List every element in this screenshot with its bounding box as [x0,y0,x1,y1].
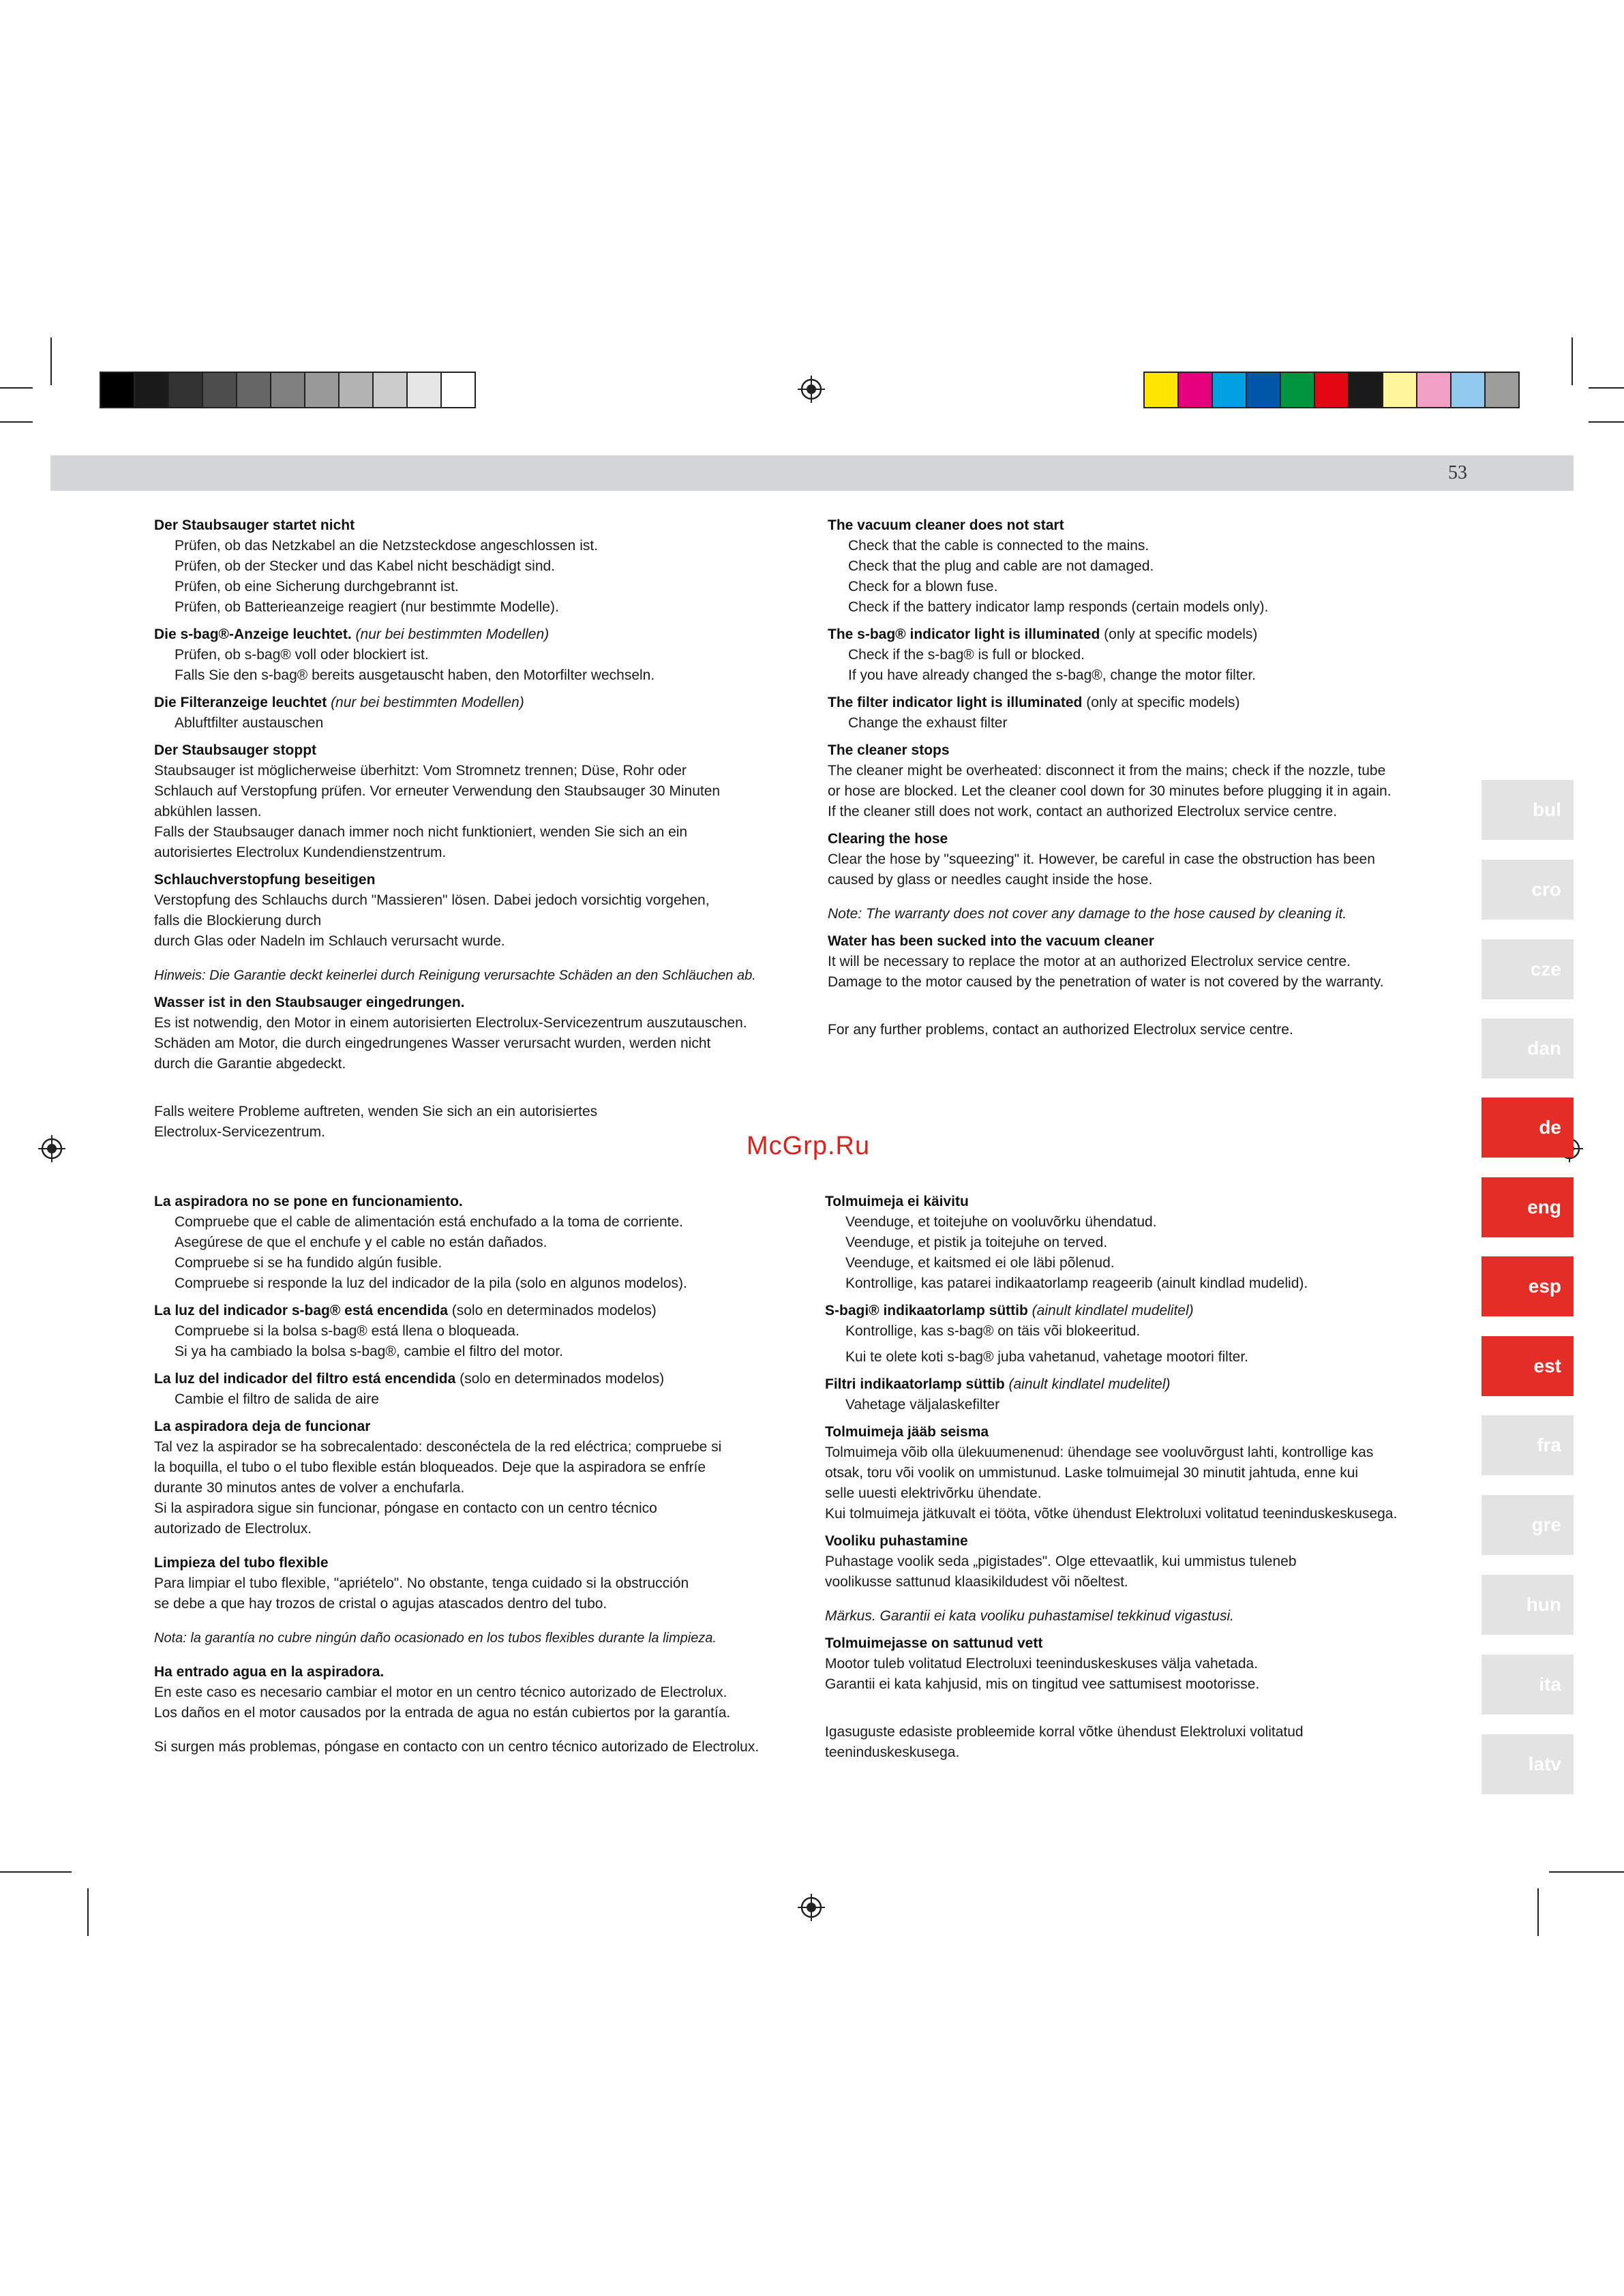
text-line: la boquilla, el tubo o el tubo flexible están bloqueados. Deje que la aspiradora se enfríe [154,1460,706,1475]
text-line: Staubsauger ist möglicherweise überhitzt: Vom Stromnetz trennen; Düse, Rohr oder [154,763,687,779]
text-line: abkühlen lassen. [154,804,262,819]
text-line: It will be necessary to replace the motor at an authorized Electrolux service centre. [828,954,1351,969]
model-note: (solo en determinados modelos) [455,1371,665,1387]
text-line: Igasuguste edasiste probleemide korral võtke ühendust Elektroluxi volitatud [825,1724,1304,1740]
text-line: Kui te olete koti s-bag® juba vahetanud, vahetage mootori filter. [845,1349,1249,1365]
color-calibration-strip [1143,372,1520,408]
heading: The s-bag® indicator light is illuminated [828,626,1100,642]
text-line: Si ya ha cambiado la bolsa s-bag®, cambie el filtro del motor. [175,1344,563,1359]
heading: Der Staubsauger stoppt [154,742,317,758]
text-line: Los daños en el motor causados por la entrada de agua no están cubiertos por la garantía. [154,1705,731,1721]
text-line: Si la aspiradora sigue sin funcionar, póngase en contacto con un centro técnico [154,1500,657,1516]
text-line: If the cleaner still does not work, contact an authorized Electrolux service centre. [828,804,1338,819]
text-line: Compruebe si se ha fundido algún fusible. [175,1255,442,1271]
heading: Filtri indikaatorlamp süttib [825,1376,1005,1392]
heading: Tolmuimeja ei käivitu [825,1194,969,1209]
crop-mark [0,421,33,423]
text-line: Tal vez la aspirador se ha sobrecalentado: desconéctela de la red eléctrica; compruebe si [154,1439,722,1455]
text-line: Mootor tuleb volitatud Electroluxi teeninduskeskuses välja vahetada. [825,1656,1259,1672]
model-note: (ainult kindlatel mudelitel) [1027,1303,1194,1318]
tab-esp[interactable]: esp [1482,1256,1574,1316]
text-line: otsak, toru või voolik on ummistunud. Laske tolmuimejal 30 minutit jahtuda, enne kui [825,1465,1359,1481]
model-note: (solo en determinados modelos) [447,1303,657,1318]
calibration-swatch [340,373,374,407]
heading: The cleaner stops [828,742,950,758]
calibration-swatch [1417,373,1452,407]
calibration-swatch [237,373,271,407]
crop-mark [1537,1888,1539,1936]
text-line: Prüfen, ob der Stecker und das Kabel nicht beschädigt sind. [175,558,556,574]
text-line: Kontrollige, kas s-bag® on täis või blokeeritud. [845,1323,1141,1339]
text-line: Cambie el filtro de salida de aire [175,1391,379,1407]
text-line: Para limpiar el tubo flexible, "apriételo". No obstante, tenga cuidado si la obstrucción [154,1575,689,1591]
crop-mark [0,387,33,389]
text-line: En este caso es necesario cambiar el motor en un centro técnico autorizado de Electrolux. [154,1685,727,1700]
calibration-swatch [1315,373,1349,407]
text-line: Check for a blown fuse. [848,579,998,594]
heading: The vacuum cleaner does not start [828,517,1064,533]
text-line: Falls weitere Probleme auftreten, wenden Sie sich an ein autorisiertes [154,1104,598,1119]
calibration-swatch [1179,373,1213,407]
text-line: Prüfen, ob das Netzkabel an die Netzsteckdose angeschlossen ist. [175,538,599,554]
crop-mark [1589,387,1624,389]
text-line: Check that the cable is connected to the mains. [848,538,1149,554]
text-line: Clear the hose by "squeezing" it. However, be careful in case the obstruction has been [828,851,1375,867]
text-line: Garantii ei kata kahjusid, mis on tingitud vee sattumisest mootorisse. [825,1676,1260,1692]
text-line: caused by glass or needles caught inside the hose. [828,872,1153,888]
heading: La luz del indicador del filtro está encendida [154,1371,456,1387]
calibration-swatch [408,373,442,407]
calibration-swatch [271,373,305,407]
tab-dan[interactable]: dan [1482,1018,1574,1078]
text-line: durch Glas oder Nadeln im Schlauch verursacht wurde. [154,933,505,949]
tab-hun[interactable]: hun [1482,1575,1574,1635]
heading: Schlauchverstopfung beseitigen [154,872,376,888]
heading: La luz del indicador s-bag® está encendida [154,1303,448,1318]
text-line: Kontrollige, kas patarei indikaatorlamp reageerib (ainult kindlad mudelid). [845,1275,1308,1291]
calibration-swatch [305,373,340,407]
section-es [154,1192,795,1764]
text-line: If you have already changed the s-bag®, change the motor filter. [848,667,1257,683]
text-line: Falls der Staubsauger danach immer noch nicht funktioniert, wenden Sie sich an ein [154,824,688,840]
warranty-note: Nota: la garantía no cubre ningún daño ocasionado en los tubos flexibles durante la limpieza. [154,1631,717,1646]
model-note: (nur bei bestimmten Modellen) [327,695,524,710]
model-note: (only at specific models) [1082,695,1240,710]
grayscale-calibration-strip [100,372,476,408]
warranty-note: Hinweis: Die Garantie deckt keinerlei durch Reinigung verursachte Schäden an den Schläuchen ab. [154,968,756,983]
section-de [154,515,795,1149]
tab-ita[interactable]: ita [1482,1655,1574,1715]
heading: Tolmuimeja jääb seisma [825,1424,989,1440]
section-en [828,515,1469,1047]
text-line: durch die Garantie abgedeckt. [154,1056,346,1072]
text-line: Compruebe si la bolsa s-bag® está llena o bloqueada. [175,1323,520,1339]
registration-mark-icon [38,1135,65,1162]
calibration-swatch [203,373,237,407]
calibration-swatch [1452,373,1486,407]
text-line: For any further problems, contact an authorized Electrolux service centre. [828,1022,1293,1038]
text-line: Damage to the motor caused by the penetration of water is not covered by the warranty. [828,974,1384,990]
text-line: falls die Blockierung durch [154,913,322,928]
tab-latv[interactable]: latv [1482,1734,1574,1794]
text-line: Veenduge, et pistik ja toitejuhe on terved. [845,1235,1108,1250]
crop-mark [0,1871,72,1873]
text-line: Schäden am Motor, die durch eingedrungenes Wasser verursacht wurden, werden nicht [154,1036,711,1051]
crop-mark [50,337,52,385]
crop-mark [1572,337,1573,385]
calibration-swatch [374,373,408,407]
text-line: Es ist notwendig, den Motor in einem autorisierten Electrolux-Servicezentrum auszutauschen. [154,1015,747,1031]
heading: La aspiradora deja de funcionar [154,1419,371,1434]
text-line: autorisiertes Electrolux Kundendienstzentrum. [154,845,447,860]
header-bar [50,455,1574,491]
page-number: 53 [1448,462,1467,483]
calibration-swatch [1486,373,1518,407]
text-line: Compruebe que el cable de alimentación está enchufado a la toma de corriente. [175,1214,683,1230]
text-line: Veenduge, et toitejuhe on vooluvõrku ühendatud. [845,1214,1157,1230]
calibration-swatch [1247,373,1281,407]
text-line: Si surgen más problemas, póngase en contacto con un centro técnico autorizado de Electrolux. [154,1739,760,1755]
text-line: teeninduskeskusega. [825,1744,960,1760]
calibration-swatch [1383,373,1417,407]
crop-mark [1549,1871,1624,1873]
text-line: Abluftfilter austauschen [175,715,324,731]
calibration-swatch [135,373,169,407]
tab-eng[interactable]: eng [1482,1177,1574,1237]
text-line: Change the exhaust filter [848,715,1008,731]
text-line: durante 30 minutos antes de volver a enchufarla. [154,1480,465,1496]
text-line: Asegúrese de que el enchufe y el cable no están dañados. [175,1235,547,1250]
text-line: Check that the plug and cable are not damaged. [848,558,1154,574]
heading: The filter indicator light is illuminated [828,695,1083,710]
tab-est[interactable]: est [1482,1336,1574,1396]
heading: Clearing the hose [828,831,948,847]
warranty-note: Note: The warranty does not cover any damage to the hose caused by cleaning it. [828,906,1347,922]
crop-mark [1589,421,1624,423]
section-et [825,1192,1473,1770]
calibration-swatch [169,373,203,407]
heading: Water has been sucked into the vacuum cleaner [828,933,1154,949]
model-note: (nur bei bestimmten Modellen) [351,626,550,642]
heading: Vooliku puhastamine [825,1533,968,1549]
calibration-swatch [442,373,475,407]
calibration-swatch [1349,373,1383,407]
heading: Ha entrado agua en la aspiradora. [154,1664,385,1680]
warranty-note: Märkus. Garantii ei kata vooliku puhastamisel tekkinud vigastusi. [825,1608,1234,1624]
tab-cze[interactable]: cze [1482,939,1574,999]
crop-mark [87,1888,89,1936]
text-line: Check if the s-bag® is full or blocked. [848,647,1085,663]
tab-gre[interactable]: gre [1482,1495,1574,1555]
text-line: Kui tolmuimeja jätkuvalt ei tööta, võtke ühendust Elektroluxi volitatud teeninduskeskusega. [825,1506,1398,1522]
text-line: Prüfen, ob Batterieanzeige reagiert (nur bestimmte Modelle). [175,599,559,615]
text-line: Verstopfung des Schlauchs durch "Massieren" lösen. Dabei jedoch vorsichtig vorgehen, [154,892,710,908]
text-line: Schlauch auf Verstopfung prüfen. Vor erneuter Verwendung den Staubsauger 30 Minuten [154,783,721,799]
heading: Limpieza del tubo flexible [154,1555,329,1571]
text-line: Puhastage voolik seda „pigistades". Olge ettevaatlik, kui ummistus tuleneb [825,1554,1297,1569]
model-note: (ainult kindlatel mudelitel) [1004,1376,1171,1392]
tab-bul[interactable]: bul [1482,780,1574,840]
heading: Tolmuimejasse on sattunud vett [825,1635,1043,1651]
calibration-swatch [1145,373,1179,407]
registration-mark-icon [798,1894,825,1921]
heading: S-bagi® indikaatorlamp süttib [825,1303,1028,1318]
heading: Die Filteranzeige leuchtet [154,695,327,710]
model-note: (only at specific models) [1100,626,1258,642]
text-line: selle uuesti elektrivõrku ühendate. [825,1485,1042,1501]
text-line: voolikusse sattunud klaasikildudest või nõeltest. [825,1574,1128,1590]
text-line: The cleaner might be overheated: disconnect it from the mains; check if the nozzle, tube [828,763,1386,779]
text-line: autorizado de Electrolux. [154,1521,312,1537]
calibration-swatch [101,373,135,407]
registration-mark-icon [798,376,825,403]
tab-de[interactable]: de [1482,1098,1574,1158]
text-line: se debe a que hay trozos de cristal o agujas atascados dentro del tubo. [154,1596,607,1612]
text-line: Vahetage väljalaskefilter [845,1397,1000,1413]
heading: Wasser ist in den Staubsauger eingedrungen. [154,995,465,1010]
text-line: Check if the battery indicator lamp responds (certain models only). [848,599,1269,615]
text-line: Prüfen, ob s-bag® voll oder blockiert ist. [175,647,429,663]
calibration-swatch [1213,373,1247,407]
heading: Der Staubsauger startet nicht [154,517,355,533]
calibration-swatch [1281,373,1315,407]
text-line: Veenduge, et kaitsmed ei ole läbi põlenud. [845,1255,1115,1271]
text-line: Electrolux-Servicezentrum. [154,1124,325,1140]
tab-fra[interactable]: fra [1482,1415,1574,1475]
heading: La aspiradora no se pone en funcionamiento. [154,1194,463,1209]
text-line: Prüfen, ob eine Sicherung durchgebrannt ist. [175,579,459,594]
heading: Die s-bag®-Anzeige leuchtet. [154,626,352,642]
text-line: Falls Sie den s-bag® bereits ausgetauscht haben, den Motorfilter wechseln. [175,667,655,683]
text-line: or hose are blocked. Let the cleaner cool down for 30 minutes before plugging it in again. [828,783,1392,799]
text-line: Tolmuimeja võib olla ülekuumenenud: ühendage see vooluvõrgust lahti, kontrollige kas [825,1445,1374,1460]
watermark-text: McGrp.Ru [747,1132,871,1160]
tab-cro[interactable]: cro [1482,860,1574,920]
text-line: Compruebe si responde la luz del indicador de la pila (solo en algunos modelos). [175,1275,687,1291]
